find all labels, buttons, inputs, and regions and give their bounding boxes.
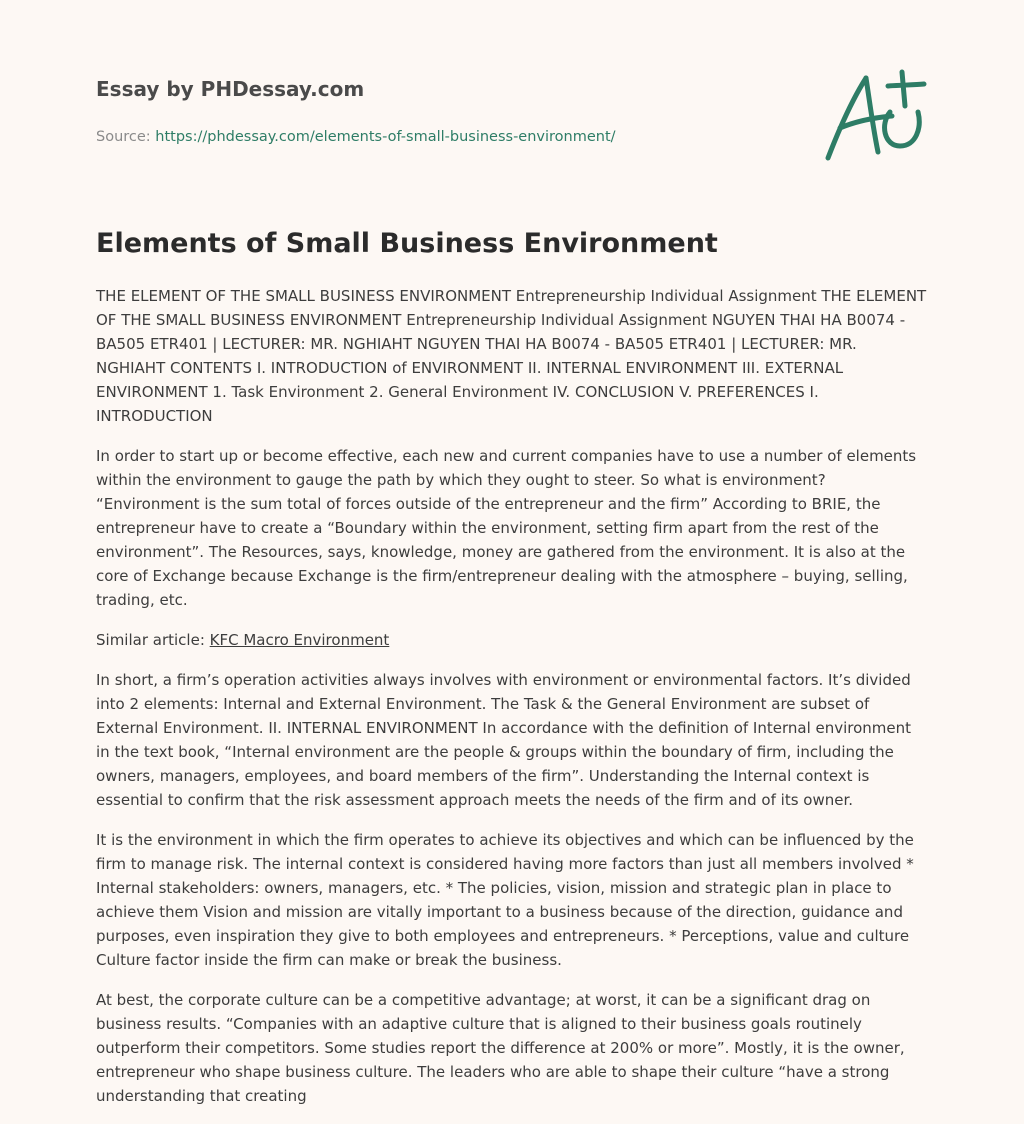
- similar-article-label: Similar article:: [96, 631, 205, 649]
- source-link[interactable]: https://phdessay.com/elements-of-small-business-environment/: [155, 129, 616, 145]
- source-line: [96, 126, 796, 148]
- page-header: [96, 74, 796, 148]
- essay-title: Elements of Small Business Environment: [96, 228, 718, 259]
- a-plus-logo-icon: [818, 66, 930, 166]
- similar-article: [96, 628, 928, 652]
- essay-paragraph: In short, a firm’s operation activities always involves with environment or environmental factors. It’s divided into 2 elements: Internal and External Environment. The Task & the General Environment are subset of External Environment. II. INTERNAL ENVIRONMENT In accordance with the definition of Internal environment in the text book, “Internal environment are the people & groups within the boundary of firm, including the owners, managers, employees, and board members of the firm”. Understanding the Internal context is essential to confirm that the risk assessment approach meets the needs of the firm and of its owner.: [96, 671, 912, 809]
- brand-name: Essay by PHDessay.com: [96, 77, 365, 101]
- similar-article-link[interactable]: KFC Macro Environment: [209, 631, 390, 649]
- essay-paragraph: It is the environment in which the firm operates to achieve its objectives and which can be influenced by the firm to manage risk. The internal context is considered having more factors than just all members involved * Internal stakeholders: owners, managers, etc. * The policies, vision, mission and strategic plan in place to achieve them Vision and mission are vitally important to a business because of the direction, guidance and purposes, even inspiration they give to both employees and entrepreneurs. * Perceptions, value and culture Culture factor inside the firm can make or break the business.: [96, 831, 914, 969]
- essay-body: [96, 284, 928, 1124]
- essay-paragraph: In order to start up or become effective, each new and current companies have to use a number of elements within the environment to gauge the path by which they ought to steer. So what is environment? “Environment is the sum total of forces outside of the entrepreneur and the firm” According to BRIE, the entrepreneur have to create a “Boundary within the environment, setting firm apart from the rest of the environment”. The Resources, says, knowledge, money are gathered from the environment. It is also at the core of Exchange because Exchange is the firm/entrepreneur dealing with the atmosphere – buying, selling, trading, etc.: [96, 447, 917, 609]
- source-label: Source:: [96, 129, 151, 145]
- essay-paragraph: THE ELEMENT OF THE SMALL BUSINESS ENVIRONMENT Entrepreneurship Individual Assignment THE ELEMENT OF THE SMALL BUSINESS ENVIRONMENT Entrepreneurship Individual Assignment NGUYEN THAI HA B0074 - BA505 ETR401 | LECTURER: MR. NGHIAHT NGUYEN THAI HA B0074 - BA505 ETR401 | LECTURER: MR. NGHIAHT CONTENTS I. INTRODUCTION of ENVIRONMENT II. INTERNAL ENVIRONMENT III. EXTERNAL ENVIRONMENT 1. Task Environment 2. General Environment IV. CONCLUSION V. PREFERENCES I. INTRODUCTION: [96, 287, 927, 425]
- essay-paragraph: At best, the corporate culture can be a competitive advantage; at worst, it can be a significant drag on business results. “Companies with an adaptive culture that is aligned to their business goals routinely outperform their competitors. Some studies report the difference at 200% or more”. Mostly, it is the owner, entrepreneur who shape business culture. The leaders who are able to shape their culture “have a strong understanding that creating: [96, 991, 905, 1105]
